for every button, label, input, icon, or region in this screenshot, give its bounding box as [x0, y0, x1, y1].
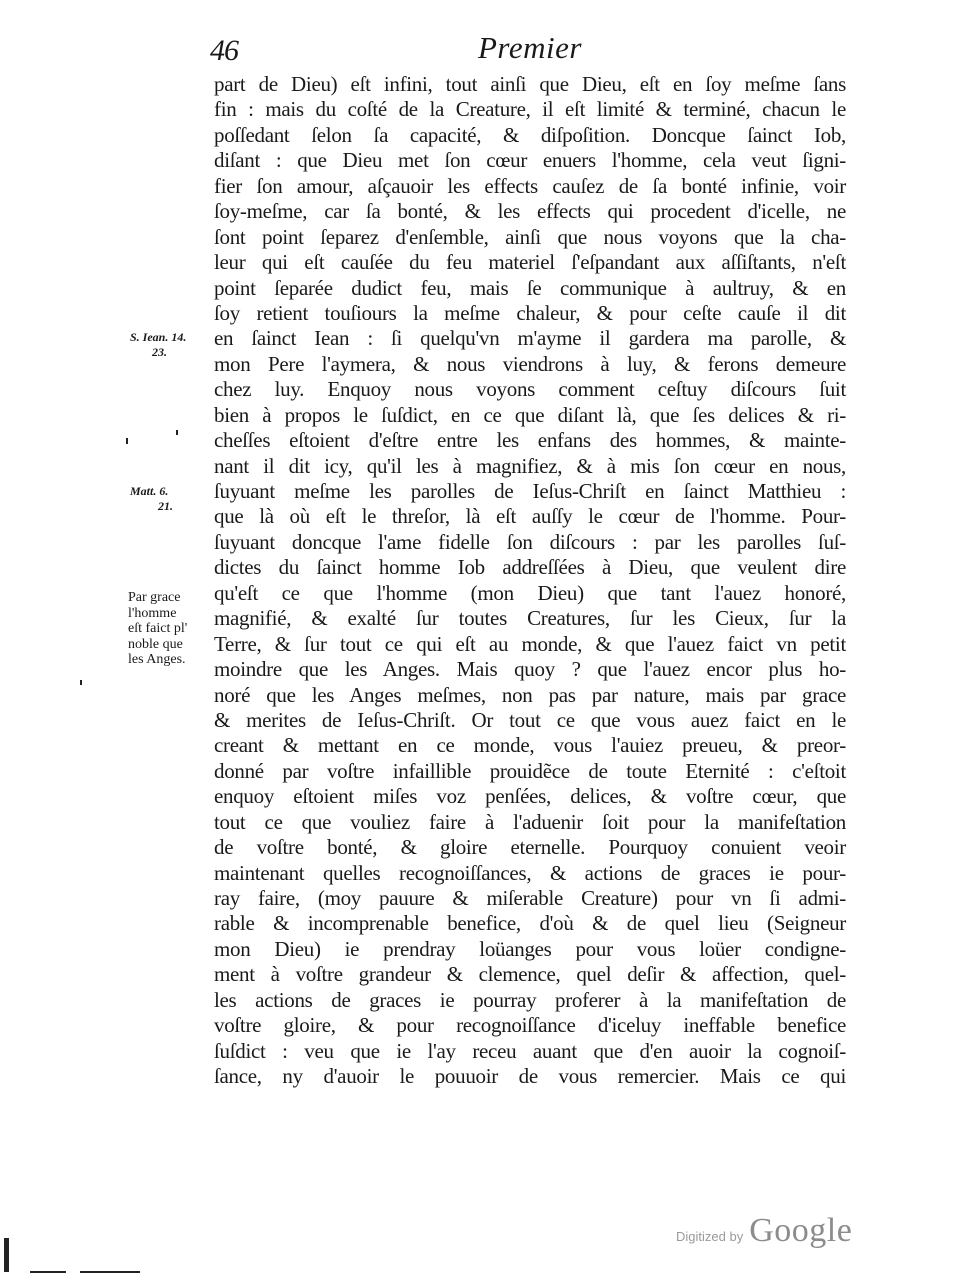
- text-line: point ſeparée dudict feu, mais ſe communique à aultruy, & en: [214, 275, 846, 300]
- text-line: ſoy-meſme, car ſa bonté, & les effects qui procedent d'icelle, ne: [214, 199, 846, 224]
- scan-speck: [176, 430, 178, 435]
- running-head: Premier: [478, 30, 582, 65]
- margin-gloss-line: les Anges.: [128, 652, 186, 667]
- margin-note-line: 23.: [152, 345, 167, 359]
- text-line: rable & incomprenable benefice, d'où & de quel lieu (Seigneur: [214, 911, 846, 936]
- text-line: ſont point ſeparez d'enſemble, ainſi que nous voyons que la cha-: [214, 224, 846, 249]
- text-line: & merites de Ieſus-Chriſt. Or tout ce que vous auez faict en le: [214, 707, 846, 732]
- text-line: mon Dieu) ie prendray loüanges pour vous loüer condigne-: [214, 936, 846, 961]
- text-line: que là où eſt le threſor, là eſt auſſy le cœur de l'homme. Pour-: [214, 504, 846, 529]
- text-line: ment à voſtre grandeur & clemence, quel deſir & affection, quel-: [214, 962, 846, 987]
- text-line: ſuyuant meſme les parolles de Ieſus-Chriſt en ſainct Matthieu :: [214, 479, 846, 503]
- scan-speck: [80, 680, 82, 685]
- text-line: poſſedant ſelon ſa capacité, & diſpoſition. Doncque ſainct Iob,: [214, 122, 846, 147]
- margin-gloss: [128, 590, 187, 668]
- margin-gloss-line: noble que: [128, 636, 183, 652]
- text-line: fier ſon amour, aſçauoir les effects cauſez de ſa bonté infinie, voir: [214, 173, 846, 198]
- text-line: qu'eſt ce que l'homme (mon Dieu) que tant l'auez honoré,: [214, 580, 846, 605]
- text-line: leur qui eſt cauſée du feu materiel ſ'eſpandant aux aſſiſtants, n'eſt: [214, 250, 846, 275]
- text-line: fin : mais du coſté de la Creature, il eſt limité & terminé, chacun le: [214, 97, 846, 122]
- text-line: tout ce que vouliez faire à l'aduenir ſoit pour la manifeſtation: [214, 809, 846, 834]
- text-line: voſtre gloire, & pour recognoiſſance d'iceluy ineffable benefice: [214, 1013, 846, 1038]
- margin-gloss-line: l'homme: [128, 605, 177, 621]
- text-line: diſant : que Dieu met ſon cœur enuers l'homme, cela veut ſigni-: [214, 148, 846, 173]
- text-line: dictes du ſainct homme Iob addreſſées à Dieu, que veulent dire: [214, 555, 846, 580]
- margin-note-line: S. Iean. 14.: [130, 330, 187, 344]
- text-line: chez luy. Enquoy nous voyons comment ceſtuy diſcours ſuit: [214, 377, 846, 402]
- text-line: ſuyuant doncque l'ame fidelle ſon diſcours : par les parolles ſuſ-: [214, 529, 846, 554]
- text-line: cheſſes eſtoient d'eſtre entre les enfans des hommes, & mainte-: [214, 428, 846, 453]
- text-line: creant & mettant en ce monde, vous l'auiez preueu, & preor-: [214, 733, 846, 758]
- text-line: bien à propos le ſuſdict, en ce que diſant là, que ſes delices & ri-: [214, 402, 846, 427]
- margin-gloss-line: Par grace: [128, 590, 181, 605]
- margin-note-jean: [130, 330, 186, 360]
- scan-speck: [4, 1238, 9, 1272]
- body-text: [214, 72, 846, 1090]
- digitized-by-label: Digitized by: [676, 1229, 744, 1244]
- text-line: donné par voſtre infaillible prouidẽce de toute Eternité : c'eſtoit: [214, 758, 846, 783]
- text-line: ſoy retient touſiours la meſme chaleur, & pour ceſte cauſe il dit: [214, 300, 846, 325]
- text-line: nant il dit icy, qu'il les à magnifiez, & à mis ſon cœur en nous,: [214, 453, 846, 478]
- text-line: les actions de graces ie pourray proferer à la manifeſtation de: [214, 987, 846, 1012]
- text-line: ſance, ny d'auoir le pouuoir de vous remercier. Mais ce qui: [214, 1064, 846, 1089]
- text-line: en ſainct Iean : ſi quelqu'vn m'ayme il gardera ma parolle, &: [214, 326, 846, 351]
- text-line: magnifié, & exalté ſur toutes Creatures, ſur les Cieux, ſur la: [214, 606, 846, 631]
- text-line: Terre, & ſur tout ce qui eſt au monde, & que l'auez faict vn petit: [214, 631, 846, 656]
- digitized-by-google-watermark: [676, 1212, 852, 1250]
- text-line: maintenant quelles recognoiſſances, & actions de graces ie pour-: [214, 860, 846, 885]
- text-line: ray faire, (moy pauure & miſerable Creature) pour vn ſi admi-: [214, 886, 846, 910]
- scan-speck: [80, 1271, 140, 1273]
- google-logo: Google: [749, 1212, 853, 1249]
- text-line: mon Pere l'aymera, & nous viendrons à luy, & ferons demeure: [214, 351, 846, 376]
- text-line: part de Dieu) eſt infini, tout ainſi que Dieu, eſt en ſoy meſme ſans: [214, 72, 846, 96]
- text-line: de voſtre bonté, & gloire eternelle. Pourquoy conuient veoir: [214, 835, 846, 860]
- text-line: enquoy eſtoient miſes voz penſées, delices, & voſtre cœur, que: [214, 784, 846, 809]
- scan-speck: [30, 1271, 66, 1273]
- margin-note-matthieu: [130, 484, 173, 514]
- margin-note-line: Matt. 6.: [130, 484, 169, 498]
- margin-gloss-line: eſt faict pl': [128, 621, 188, 636]
- margin-note-line: 21.: [158, 499, 173, 513]
- text-line: noré que les Anges meſmes, non pas par nature, mais par grace: [214, 682, 846, 707]
- text-line: ſuſdict : veu que ie l'ay receu auant que d'en auoir la cognoiſ-: [214, 1038, 846, 1063]
- page-number: 46: [210, 34, 238, 67]
- text-line: moindre que les Anges. Mais quoy ? que l'auez encor plus ho-: [214, 657, 846, 682]
- scan-speck: [126, 438, 128, 444]
